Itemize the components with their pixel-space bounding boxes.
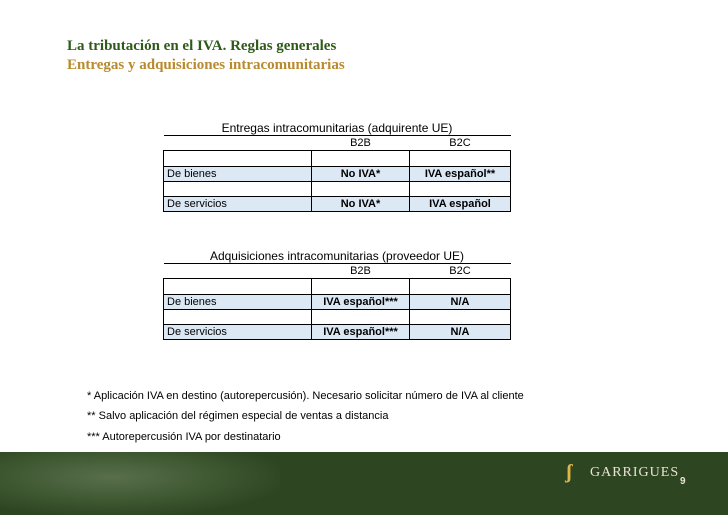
world-map-icon — [0, 452, 280, 515]
adquisiciones-table — [163, 249, 511, 340]
garrigues-logo-text: GARRIGUES — [590, 465, 680, 480]
page-number: 9 — [680, 476, 686, 487]
footnote-2: ** Salvo aplicación del régimen especial de ventas a distancia — [87, 410, 389, 422]
garrigues-logo-icon: ʃ — [566, 461, 573, 483]
cell-b2b: No IVA* — [312, 197, 410, 212]
slide-title: La tributación en el IVA. Reglas generales — [67, 38, 337, 54]
cell-b2b: IVA español*** — [312, 295, 410, 310]
entregas-col-b2b: B2B — [350, 137, 371, 149]
table-row — [164, 197, 511, 212]
table-row — [164, 325, 511, 340]
entregas-table-caption: Entregas intracomunitarias (adquirente UE) — [164, 121, 511, 136]
slide-subtitle: Entregas y adquisiciones intracomunitarias — [67, 57, 345, 73]
entregas-col-b2c: B2C — [449, 137, 471, 149]
row-label: De servicios — [164, 325, 312, 340]
table-row — [164, 167, 511, 182]
row-label: De servicios — [164, 197, 312, 212]
adquisiciones-col-b2c: B2C — [449, 265, 471, 277]
entregas-table — [163, 121, 511, 212]
row-label: De bienes — [164, 295, 312, 310]
footer-band — [0, 452, 728, 515]
adquisiciones-table-caption: Adquisiciones intracomunitarias (proveedor UE) — [164, 249, 511, 264]
cell-b2c: N/A — [410, 295, 511, 310]
footnote-3: *** Autorepercusión IVA por destinatario — [87, 431, 281, 443]
cell-b2b: IVA español*** — [312, 325, 410, 340]
adquisiciones-col-b2b: B2B — [350, 265, 371, 277]
cell-b2c: N/A — [410, 325, 511, 340]
table-row — [164, 295, 511, 310]
cell-b2b: No IVA* — [312, 167, 410, 182]
footnote-1: * Aplicación IVA en destino (autorepercusión). Necesario solicitar número de IVA al cliente — [87, 390, 524, 402]
cell-b2c: IVA español — [410, 197, 511, 212]
cell-b2c: IVA español** — [410, 167, 511, 182]
row-label: De bienes — [164, 167, 312, 182]
